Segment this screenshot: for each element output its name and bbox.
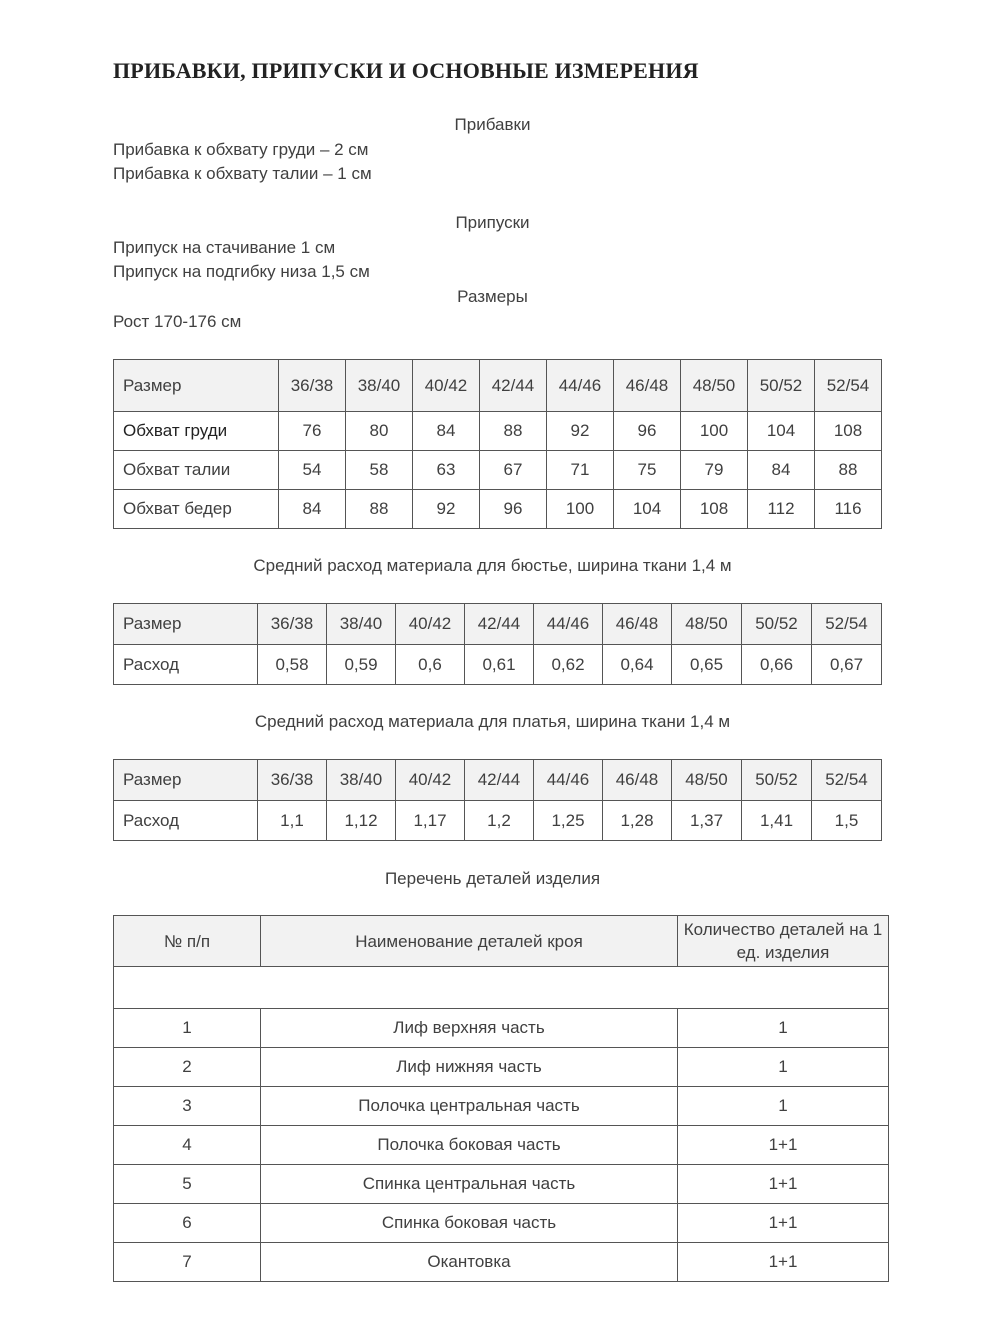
part-name: Полочка центральная часть: [261, 1087, 678, 1126]
row-number: 4: [114, 1126, 261, 1165]
height-range: Рост 170-176 см: [113, 312, 242, 331]
table-row: [114, 645, 882, 685]
part-name: Лиф нижняя часть: [261, 1048, 678, 1087]
empty-cell: [114, 967, 889, 1009]
row-label: Расход: [114, 801, 258, 841]
row-number: 7: [114, 1243, 261, 1282]
size-col: 50/52: [742, 604, 812, 645]
part-name: Лиф верхняя часть: [261, 1009, 678, 1048]
table-row: [114, 1126, 889, 1165]
size-col: 36/38: [258, 604, 327, 645]
size-col: 52/54: [812, 604, 882, 645]
size-col: 36/38: [258, 760, 327, 801]
table-cell: 75: [614, 451, 681, 490]
size-col: 46/48: [603, 760, 672, 801]
sizes-heading: Размеры: [457, 287, 528, 306]
size-col: 40/42: [413, 360, 480, 412]
row-number: 1: [114, 1009, 261, 1048]
table-cell: 1,28: [603, 801, 672, 841]
part-name: Спинка боковая часть: [261, 1204, 678, 1243]
row-number: 5: [114, 1165, 261, 1204]
table-cell: 1,17: [396, 801, 465, 841]
table-cell: 0,62: [534, 645, 603, 685]
table-row: [114, 1165, 889, 1204]
size-col: 38/40: [327, 760, 396, 801]
part-quantity: 1+1: [678, 1126, 889, 1165]
part-quantity: 1: [678, 1048, 889, 1087]
part-quantity: 1: [678, 1087, 889, 1126]
details-table: [113, 915, 889, 1282]
table-cell: 92: [413, 490, 480, 529]
table-cell: 54: [279, 451, 346, 490]
table-cell: 0,64: [603, 645, 672, 685]
table-row: [114, 1048, 889, 1087]
bustier-consumption-table: [113, 603, 882, 685]
allowance-seam: Припуск на стачивание 1 см: [113, 238, 336, 257]
size-col: 42/44: [465, 604, 534, 645]
table-row: [114, 1087, 889, 1126]
table-cell: 96: [480, 490, 547, 529]
allowance-hem: Припуск на подгибку низа 1,5 см: [113, 262, 370, 281]
additions-heading: Прибавки: [454, 115, 531, 134]
size-col: 52/54: [815, 360, 882, 412]
dress-consumption-table: [113, 759, 882, 841]
table-cell: 104: [748, 412, 815, 451]
row-number: 3: [114, 1087, 261, 1126]
table-cell: 0,6: [396, 645, 465, 685]
part-name: Спинка центральная часть: [261, 1165, 678, 1204]
table-cell: 1,25: [534, 801, 603, 841]
table-cell: 71: [547, 451, 614, 490]
table-cell: 0,59: [327, 645, 396, 685]
table-cell: 76: [279, 412, 346, 451]
table-header-row: [114, 760, 882, 801]
part-name: Окантовка: [261, 1243, 678, 1282]
size-col: 46/48: [614, 360, 681, 412]
table-cell: 96: [614, 412, 681, 451]
table-cell: 0,61: [465, 645, 534, 685]
part-quantity: 1+1: [678, 1243, 889, 1282]
size-col: 44/46: [534, 760, 603, 801]
allowances-heading: Припуски: [455, 213, 530, 232]
row-number: 2: [114, 1048, 261, 1087]
table-cell: 0,58: [258, 645, 327, 685]
table-cell: 1,41: [742, 801, 812, 841]
empty-row: [114, 967, 889, 1009]
addition-waist: Прибавка к обхвату талии – 1 см: [113, 164, 372, 183]
size-col: 44/46: [547, 360, 614, 412]
table-cell: 116: [815, 490, 882, 529]
col-number-header: № п/п: [114, 916, 261, 967]
table-cell: 1,37: [672, 801, 742, 841]
size-header-label: Размер: [114, 360, 279, 412]
table-cell: 92: [547, 412, 614, 451]
table-cell: 0,67: [812, 645, 882, 685]
table-row: [114, 1204, 889, 1243]
table-header-row: [114, 604, 882, 645]
table-cell: 84: [279, 490, 346, 529]
table-cell: 1,2: [465, 801, 534, 841]
table-header-row: [114, 916, 889, 967]
size-col: 46/48: [603, 604, 672, 645]
addition-chest: Прибавка к обхвату груди – 2 см: [113, 140, 369, 159]
table-cell: 88: [815, 451, 882, 490]
measurements-table: [113, 359, 882, 529]
table-cell: 104: [614, 490, 681, 529]
table-cell: 108: [681, 490, 748, 529]
row-number: 6: [114, 1204, 261, 1243]
size-col: 40/42: [396, 604, 465, 645]
table-cell: 100: [681, 412, 748, 451]
table-cell: 80: [346, 412, 413, 451]
table-row: [114, 1009, 889, 1048]
table-cell: 1,1: [258, 801, 327, 841]
page-title: ПРИБАВКИ, ПРИПУСКИ И ОСНОВНЫЕ ИЗМЕРЕНИЯ: [113, 58, 699, 83]
bustier-heading: Средний расход материала для бюстье, ширина ткани 1,4 м: [253, 556, 732, 575]
table-cell: 84: [748, 451, 815, 490]
table-cell: 1,5: [812, 801, 882, 841]
size-col: 42/44: [465, 760, 534, 801]
size-col: 50/52: [748, 360, 815, 412]
table-cell: 88: [480, 412, 547, 451]
part-quantity: 1+1: [678, 1204, 889, 1243]
size-col: 48/50: [672, 760, 742, 801]
size-col: 36/38: [279, 360, 346, 412]
table-cell: 0,65: [672, 645, 742, 685]
col-name-header: Наименование деталей кроя: [261, 916, 678, 967]
table-cell: 108: [815, 412, 882, 451]
size-col: 44/46: [534, 604, 603, 645]
size-col: 52/54: [812, 760, 882, 801]
dress-heading: Средний расход материала для платья, ширина ткани 1,4 м: [254, 712, 731, 731]
table-cell: 88: [346, 490, 413, 529]
row-label: Обхват груди: [114, 412, 279, 451]
table-cell: 0,66: [742, 645, 812, 685]
table-row: [114, 451, 882, 490]
table-row: [114, 801, 882, 841]
table-row: [114, 412, 882, 451]
table-row: [114, 1243, 889, 1282]
details-heading: Перечень деталей изделия: [384, 869, 601, 888]
size-header-label: Размер: [114, 760, 258, 801]
table-cell: 1,12: [327, 801, 396, 841]
part-quantity: 1+1: [678, 1165, 889, 1204]
size-header-label: Размер: [114, 604, 258, 645]
table-cell: 100: [547, 490, 614, 529]
part-name: Полочка боковая часть: [261, 1126, 678, 1165]
table-row: [114, 490, 882, 529]
part-quantity: 1: [678, 1009, 889, 1048]
row-label: Обхват бедер: [114, 490, 279, 529]
row-label: Расход: [114, 645, 258, 685]
size-col: 48/50: [672, 604, 742, 645]
table-cell: 79: [681, 451, 748, 490]
size-col: 50/52: [742, 760, 812, 801]
size-col: 42/44: [480, 360, 547, 412]
size-col: 38/40: [327, 604, 396, 645]
size-col: 48/50: [681, 360, 748, 412]
table-cell: 63: [413, 451, 480, 490]
table-header-row: [114, 360, 882, 412]
col-quantity-header: Количество деталей на 1 ед. изделия: [678, 916, 889, 967]
table-cell: 67: [480, 451, 547, 490]
row-label: Обхват талии: [114, 451, 279, 490]
size-col: 38/40: [346, 360, 413, 412]
table-cell: 58: [346, 451, 413, 490]
table-cell: 84: [413, 412, 480, 451]
table-cell: 112: [748, 490, 815, 529]
size-col: 40/42: [396, 760, 465, 801]
